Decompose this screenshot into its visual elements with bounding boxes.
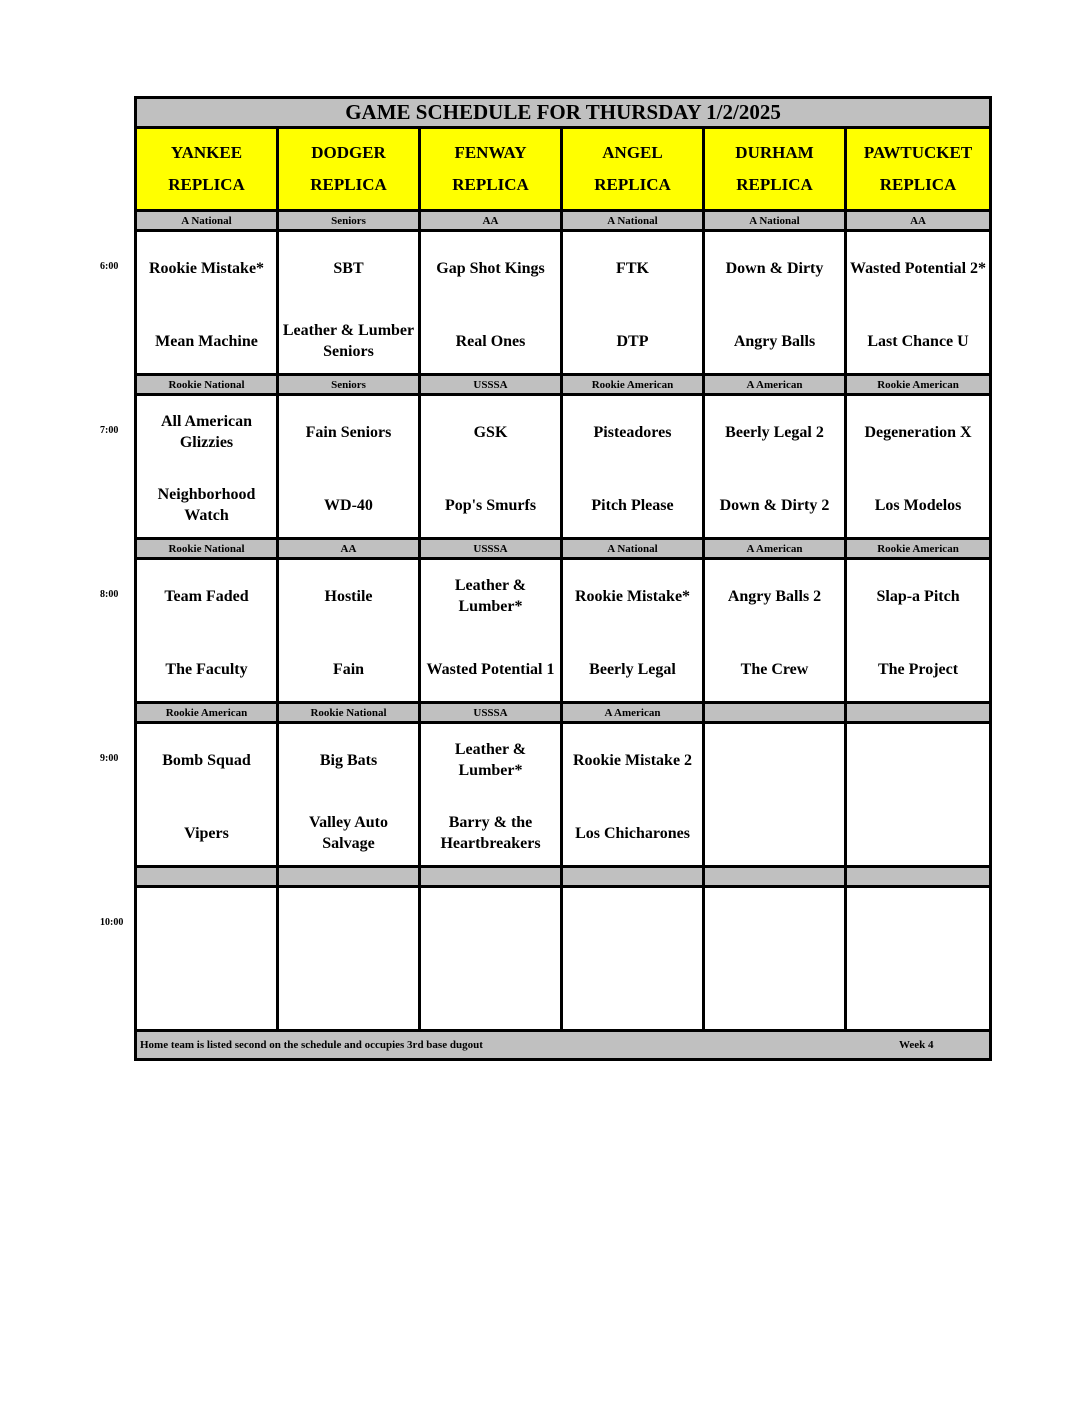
game-cell — [278, 723, 420, 867]
field-subtitle: REPLICA — [168, 175, 245, 194]
game-row — [136, 559, 991, 703]
game-cell — [704, 231, 846, 375]
team-name: Fain Seniors — [305, 423, 392, 441]
field-subtitle: REPLICA — [879, 175, 957, 194]
team-name: Pitch Please — [591, 496, 674, 514]
away-team — [565, 902, 700, 946]
team-name: Hostile — [324, 587, 373, 605]
division-label: Rookie National — [136, 539, 278, 559]
home-team — [707, 647, 842, 691]
team-name: GSK — [473, 423, 508, 441]
team-name: The Faculty — [165, 660, 248, 678]
home-team — [707, 975, 842, 1019]
team-name: Slap-a Pitch — [876, 587, 960, 605]
away-team — [281, 410, 416, 454]
team-name: Real Ones — [455, 332, 526, 350]
away-team — [281, 738, 416, 782]
field-subtitle: REPLICA — [310, 175, 387, 194]
schedule-table — [134, 96, 992, 1061]
team-name: Wasted Potential 2* — [850, 259, 987, 277]
game-cell — [846, 231, 991, 375]
team-name: Last Chance U — [867, 332, 969, 350]
team-name: Team Faded — [164, 587, 249, 605]
team-name: Leather & Lumber* — [454, 741, 527, 779]
week-label: Week 4 — [899, 1039, 934, 1051]
game-cell — [136, 559, 278, 703]
team-name: Down & Dirty — [725, 259, 824, 277]
division-label: USSSA — [420, 375, 562, 395]
game-row — [136, 887, 991, 1031]
division-label: AA — [420, 211, 562, 231]
away-team — [565, 246, 700, 290]
team-name: Barry & the Heartbreakers — [440, 814, 541, 852]
team-name: Down & Dirty 2 — [719, 496, 830, 514]
away-team — [281, 574, 416, 618]
home-team — [707, 319, 842, 363]
away-team — [849, 738, 987, 782]
division-label — [846, 703, 991, 723]
time-label: 10:00 — [100, 916, 124, 928]
field-header-yankee — [136, 128, 278, 211]
team-name: All American Glizzies — [160, 413, 253, 451]
game-cell — [278, 395, 420, 539]
away-team — [423, 574, 558, 618]
game-cell — [704, 395, 846, 539]
time-label: 7:00 — [100, 424, 119, 436]
home-team — [849, 483, 987, 527]
away-team — [139, 574, 274, 618]
team-name: Vipers — [184, 824, 229, 842]
division-row — [136, 375, 991, 395]
game-row — [136, 231, 991, 375]
footer-note: Home team is listed second on the schedule and occupies 3rd base dugout — [140, 1039, 483, 1051]
division-label: Rookie American — [846, 539, 991, 559]
home-team — [565, 975, 700, 1019]
away-team — [423, 902, 558, 946]
game-cell — [136, 887, 278, 1031]
team-name: Fain — [332, 660, 365, 678]
home-team — [139, 483, 274, 527]
game-cell — [420, 723, 562, 867]
home-team — [423, 647, 558, 691]
time-label: 9:00 — [100, 752, 119, 764]
away-team — [139, 902, 274, 946]
team-name: Big Bats — [319, 751, 378, 769]
home-team — [423, 483, 558, 527]
game-cell — [136, 723, 278, 867]
team-name: Beerly Legal 2 — [725, 423, 824, 441]
division-label — [420, 867, 562, 887]
team-name: WD-40 — [324, 496, 373, 514]
team-name: Leather & Lumber Seniors — [282, 322, 415, 360]
home-team — [281, 647, 416, 691]
away-team — [565, 410, 700, 454]
team-name: Wasted Potential 1 — [426, 660, 555, 678]
division-label — [704, 703, 846, 723]
schedule-title: GAME SCHEDULE FOR THURSDAY 1/2/2025 — [136, 98, 991, 128]
home-team — [139, 319, 274, 363]
home-team — [281, 319, 416, 363]
home-team — [565, 483, 700, 527]
team-name: DTP — [616, 332, 649, 350]
field-header-fenway — [420, 128, 562, 211]
home-team — [281, 811, 416, 855]
home-team — [423, 811, 558, 855]
away-team — [281, 902, 416, 946]
division-label — [136, 867, 278, 887]
team-name: Gap Shot Kings — [436, 259, 545, 277]
away-team — [565, 574, 700, 618]
team-name: Valley Auto Salvage — [309, 814, 388, 852]
team-name: Pop's Smurfs — [444, 496, 537, 514]
division-label: A National — [562, 211, 704, 231]
team-name: Rookie Mistake* — [574, 587, 691, 605]
away-team — [565, 738, 700, 782]
field-name: YANKEE — [170, 143, 243, 162]
away-team — [423, 410, 558, 454]
team-name: Rookie Mistake* — [148, 259, 265, 277]
game-cell — [704, 723, 846, 867]
home-team — [281, 975, 416, 1019]
game-cell — [846, 559, 991, 703]
game-cell — [278, 887, 420, 1031]
game-cell — [562, 887, 704, 1031]
field-name: PAWTUCKET — [863, 143, 973, 162]
field-name: DURHAM — [735, 143, 814, 162]
team-name: Rookie Mistake 2 — [572, 751, 693, 769]
home-team — [565, 319, 700, 363]
team-name: SBT — [333, 259, 364, 277]
team-name: Neighborhood Watch — [157, 486, 256, 524]
game-cell — [846, 887, 991, 1031]
team-name: Los Modelos — [874, 496, 962, 514]
home-team — [849, 319, 987, 363]
team-name: Degeneration X — [864, 423, 972, 441]
game-cell — [278, 559, 420, 703]
home-team — [849, 647, 987, 691]
home-team — [139, 975, 274, 1019]
game-cell — [420, 887, 562, 1031]
home-team — [423, 319, 558, 363]
field-subtitle: REPLICA — [594, 175, 671, 194]
team-name: Leather & Lumber* — [454, 577, 527, 615]
away-team — [139, 738, 274, 782]
team-name: Beerly Legal — [589, 660, 676, 678]
team-name: FTK — [616, 259, 649, 277]
away-team — [707, 246, 842, 290]
time-label: 6:00 — [100, 260, 119, 272]
team-name: Los Chicharones — [575, 824, 690, 842]
home-team — [423, 975, 558, 1019]
division-label: Rookie National — [278, 703, 420, 723]
division-label — [846, 867, 991, 887]
division-label: A National — [562, 539, 704, 559]
field-subtitle: REPLICA — [736, 175, 813, 194]
home-team — [707, 811, 842, 855]
game-cell — [136, 395, 278, 539]
division-label: A American — [704, 375, 846, 395]
game-cell — [136, 231, 278, 375]
away-team — [281, 246, 416, 290]
game-cell — [562, 395, 704, 539]
division-label: AA — [846, 211, 991, 231]
game-cell — [562, 559, 704, 703]
away-team — [707, 738, 842, 782]
field-header-pawtucket — [846, 128, 991, 211]
game-cell — [704, 559, 846, 703]
game-cell — [704, 887, 846, 1031]
away-team — [849, 410, 987, 454]
away-team — [707, 902, 842, 946]
game-row — [136, 395, 991, 539]
division-label: Rookie American — [136, 703, 278, 723]
field-header-dodger — [278, 128, 420, 211]
field-header-durham — [704, 128, 846, 211]
division-row — [136, 867, 991, 887]
field-name: ANGEL — [602, 143, 663, 162]
division-label: Rookie American — [562, 375, 704, 395]
schedule-footer — [136, 1031, 991, 1060]
game-cell — [420, 395, 562, 539]
away-team — [849, 246, 987, 290]
team-name: The Crew — [740, 660, 809, 678]
home-team — [565, 811, 700, 855]
division-label: USSSA — [420, 703, 562, 723]
time-label: 8:00 — [100, 588, 119, 600]
home-team — [139, 811, 274, 855]
away-team — [707, 574, 842, 618]
division-label — [278, 867, 420, 887]
team-name: Pisteadores — [593, 423, 672, 441]
game-cell — [420, 231, 562, 375]
away-team — [139, 246, 274, 290]
home-team — [849, 975, 987, 1019]
team-name: Bomb Squad — [162, 751, 251, 769]
home-team — [565, 647, 700, 691]
away-team — [707, 410, 842, 454]
division-label: Rookie National — [136, 375, 278, 395]
division-row — [136, 703, 991, 723]
division-label: Rookie American — [846, 375, 991, 395]
field-name: DODGER — [311, 143, 386, 162]
team-name: The Project — [877, 660, 959, 678]
division-row — [136, 539, 991, 559]
home-team — [139, 647, 274, 691]
division-label: A American — [704, 539, 846, 559]
game-cell — [562, 231, 704, 375]
home-team — [849, 811, 987, 855]
field-header-angel — [562, 128, 704, 211]
division-label: Seniors — [278, 211, 420, 231]
division-label — [704, 867, 846, 887]
division-label: AA — [278, 539, 420, 559]
division-label: USSSA — [420, 539, 562, 559]
game-cell — [278, 231, 420, 375]
division-label — [562, 867, 704, 887]
game-cell — [420, 559, 562, 703]
team-name: Angry Balls — [733, 332, 816, 350]
game-cell — [846, 395, 991, 539]
field-subtitle: REPLICA — [452, 175, 529, 194]
home-team — [281, 483, 416, 527]
game-row — [136, 723, 991, 867]
away-team — [423, 246, 558, 290]
away-team — [139, 410, 274, 454]
division-label: Seniors — [278, 375, 420, 395]
division-row — [136, 211, 991, 231]
division-label: A National — [704, 211, 846, 231]
team-name: Mean Machine — [155, 332, 258, 350]
team-name: Angry Balls 2 — [727, 587, 822, 605]
game-cell — [562, 723, 704, 867]
away-team — [849, 902, 987, 946]
home-team — [707, 483, 842, 527]
field-name: FENWAY — [454, 143, 527, 162]
division-label: A American — [562, 703, 704, 723]
away-team — [849, 574, 987, 618]
away-team — [423, 738, 558, 782]
division-label: A National — [136, 211, 278, 231]
game-cell — [846, 723, 991, 867]
